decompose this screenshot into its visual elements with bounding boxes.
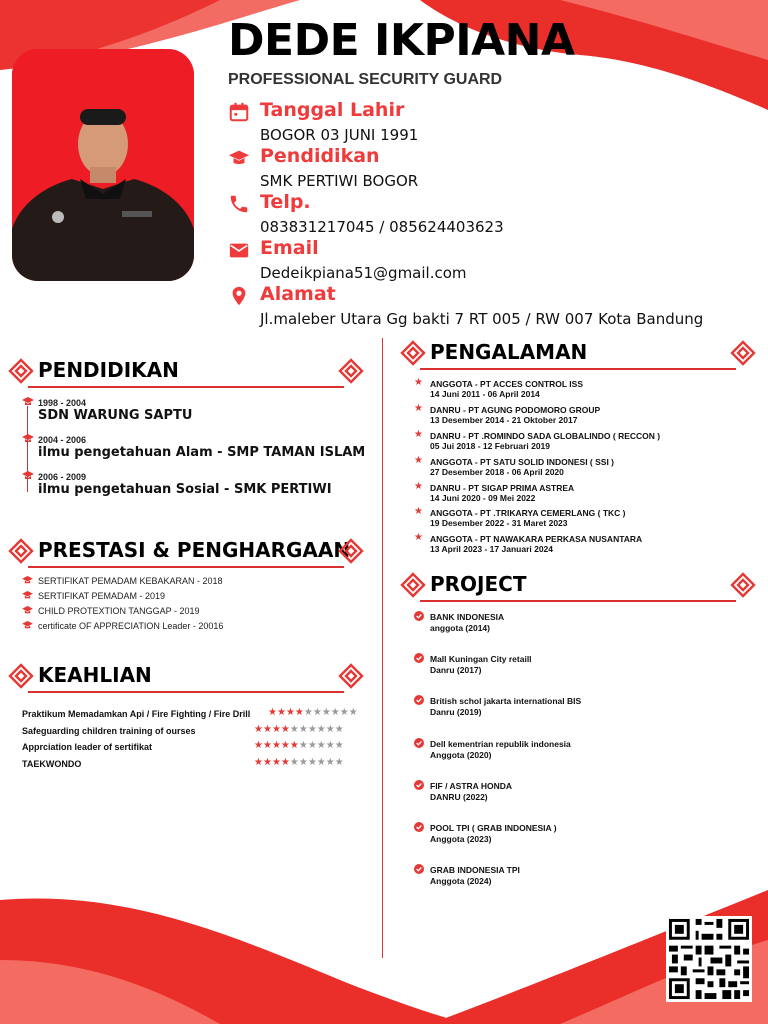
star-filled-icon: ★ [271, 724, 281, 735]
award-text: certificate OF APPRECIATION Leader - 20016 [38, 621, 224, 631]
star-empty-icon: ★ [334, 740, 344, 751]
experience-period: 19 Desember 2022 - 31 Maret 2023 [430, 518, 568, 528]
star-empty-icon: ★ [289, 757, 299, 768]
skill-rating [254, 757, 344, 768]
star-filled-icon: ★ [254, 724, 263, 735]
star-empty-icon: ★ [316, 740, 326, 751]
star-filled-icon: ★ [280, 757, 290, 768]
graduation-cap-icon [228, 147, 250, 169]
experience-role: ANGGOTA - PT ACCES CONTROL ISS [430, 379, 584, 389]
education-years: 1998 - 2004 [38, 398, 87, 408]
skill-rating [268, 707, 358, 718]
section-rule [420, 600, 736, 602]
star-filled-icon: ★ [271, 740, 281, 751]
star-empty-icon: ★ [312, 707, 322, 718]
experience-period: 27 Desember 2018 - 06 April 2020 [430, 467, 564, 477]
star-filled-icon: ★ [254, 757, 263, 768]
star-empty-icon: ★ [325, 740, 335, 751]
section-pendidikan [8, 356, 364, 396]
skill-label: TAEKWONDO [22, 759, 82, 769]
graduation-cap-icon [22, 606, 33, 615]
award-text: SERTIFIKAT PEMADAM - 2019 [38, 591, 166, 601]
check-circle-icon [414, 653, 424, 663]
contact-label: Email [260, 237, 319, 259]
experience-role: ANGGOTA - PT .TRIKARYA CEMERLANG ( TKC ) [430, 508, 626, 518]
column-divider [382, 338, 383, 958]
education-school: SDN WARUNG SAPTU [38, 408, 193, 423]
ornament-icon [338, 538, 364, 564]
star-filled-icon: ★ [289, 740, 299, 751]
qr-code[interactable] [666, 916, 752, 1002]
section-title: PENDIDIKAN [38, 358, 179, 382]
graduation-cap-icon [22, 434, 34, 444]
project-role: Anggota (2024) [430, 876, 492, 886]
star-empty-icon: ★ [289, 724, 299, 735]
project-role: anggota (2014) [430, 623, 490, 633]
star-empty-icon: ★ [334, 757, 344, 768]
section-rule [28, 691, 344, 693]
star-filled-icon: ★ [262, 740, 272, 751]
star-empty-icon: ★ [325, 757, 335, 768]
check-circle-icon [414, 738, 424, 748]
ornament-icon [400, 340, 426, 366]
education-years: 2006 - 2009 [38, 472, 87, 482]
graduation-cap-icon [22, 397, 34, 407]
skill-label: Praktikum Memadamkan Api / Fire Fighting / Fire Drill [22, 709, 251, 719]
check-circle-icon [414, 864, 424, 874]
section-title: KEAHLIAN [38, 663, 152, 687]
section-rule [420, 368, 736, 370]
location-pin-icon [228, 285, 250, 307]
star-filled-icon: ★ [254, 740, 263, 751]
experience-period: 14 Juni 2011 - 06 April 2014 [430, 389, 540, 399]
check-circle-icon [414, 822, 424, 832]
contact-value: Dedeikpiana51@gmail.com [260, 264, 467, 282]
section-keahlian [8, 661, 364, 701]
profile-photo [12, 49, 194, 281]
star-icon: ★ [414, 532, 423, 543]
mail-icon [228, 239, 250, 261]
section-rule [28, 386, 344, 388]
star-empty-icon: ★ [298, 757, 308, 768]
experience-period: 05 Jui 2018 - 12 Februari 2019 [430, 441, 551, 451]
skill-rating [254, 724, 344, 735]
star-icon: ★ [414, 481, 423, 492]
star-filled-icon: ★ [262, 724, 272, 735]
project-name: Dell kementrian republik indonesia [430, 739, 571, 749]
award-text: SERTIFIKAT PEMADAM KEBAKARAN - 2018 [38, 576, 223, 586]
section-project [400, 570, 756, 610]
project-name: Mall Kuningan City retaill [430, 654, 532, 664]
graduation-cap-icon [22, 621, 33, 630]
star-empty-icon: ★ [330, 707, 340, 718]
project-name: FIF / ASTRA HONDA [430, 781, 513, 791]
education-school: ilmu pengetahuan Sosial - SMK PERTIWI [38, 482, 332, 497]
phone-icon [228, 193, 250, 215]
experience-period: 14 Juni 2020 - 09 Mei 2022 [430, 493, 536, 503]
star-empty-icon: ★ [298, 740, 308, 751]
check-circle-icon [414, 695, 424, 705]
star-filled-icon: ★ [280, 740, 290, 751]
project-role: Anggota (2020) [430, 750, 492, 760]
ornament-icon [730, 572, 756, 598]
award-text: CHILD PROTEXTION TANGGAP - 2019 [38, 606, 200, 616]
skill-label: Safeguarding children training of ourses [22, 726, 196, 736]
contact-label: Alamat [260, 283, 336, 305]
ornament-icon [338, 358, 364, 384]
section-pengalaman [400, 338, 756, 378]
star-empty-icon: ★ [307, 757, 317, 768]
star-filled-icon: ★ [280, 724, 290, 735]
project-name: BANK INDONESIA [430, 612, 505, 622]
experience-role: ANGGOTA - PT SATU SOLID INDONESI ( SSI ) [430, 457, 615, 467]
section-title: PRESTASI & PENGHARGAAN [38, 538, 351, 562]
star-icon: ★ [414, 455, 423, 466]
ornament-icon [8, 663, 34, 689]
ornament-icon [400, 572, 426, 598]
project-name: POOL TPI ( GRAB INDONESIA ) [430, 823, 557, 833]
section-title: PENGALAMAN [430, 340, 588, 364]
experience-role: DANRU - PT .ROMINDO SADA GLOBALINDO ( RECCON ) [430, 431, 661, 441]
experience-period: 13 Desember 2014 - 21 Oktober 2017 [430, 415, 578, 425]
education-years: 2004 - 2006 [38, 435, 87, 445]
star-filled-icon: ★ [271, 757, 281, 768]
contact-label: Tanggal Lahir [260, 99, 405, 121]
star-empty-icon: ★ [348, 707, 358, 718]
project-role: DANRU (2022) [430, 792, 488, 802]
contact-value: SMK PERTIWI BOGOR [260, 172, 419, 190]
graduation-cap-icon [22, 576, 33, 585]
star-empty-icon: ★ [298, 724, 308, 735]
star-filled-icon: ★ [262, 757, 272, 768]
experience-role: DANRU - PT SIGAP PRIMA ASTREA [430, 483, 575, 493]
star-empty-icon: ★ [321, 707, 331, 718]
star-filled-icon: ★ [276, 707, 286, 718]
job-title: PROFESSIONAL SECURITY GUARD [228, 71, 503, 88]
star-empty-icon: ★ [339, 707, 349, 718]
section-rule [28, 566, 344, 568]
star-filled-icon: ★ [285, 707, 295, 718]
ornament-icon [730, 340, 756, 366]
project-role: Danru (2017) [430, 665, 482, 675]
calendar-icon [228, 101, 250, 123]
project-name: GRAB INDONESIA TPI [430, 865, 520, 875]
star-filled-icon: ★ [294, 707, 304, 718]
star-icon: ★ [414, 506, 423, 517]
project-role: Danru (2019) [430, 707, 482, 717]
section-title: PROJECT [430, 572, 527, 596]
graduation-cap-icon [22, 591, 33, 600]
star-icon: ★ [414, 403, 423, 414]
star-empty-icon: ★ [307, 724, 317, 735]
contact-value: Jl.maleber Utara Gg bakti 7 RT 005 / RW 007 Kota Bandung [260, 310, 704, 328]
experience-period: 13 April 2023 - 17 Januari 2024 [430, 544, 554, 554]
star-empty-icon: ★ [325, 724, 335, 735]
star-filled-icon: ★ [268, 707, 277, 718]
education-school: ilmu pengetahuan Alam - SMP TAMAN ISLAM [38, 445, 366, 460]
star-icon: ★ [414, 429, 423, 440]
project-role: Anggota (2023) [430, 834, 492, 844]
skill-rating [254, 740, 344, 751]
contact-value: 083831217045 / 085624403623 [260, 218, 504, 236]
person-name: DEDE IKPIANA [228, 15, 575, 66]
contact-label: Telp. [260, 191, 311, 213]
ornament-icon [8, 358, 34, 384]
ornament-icon [338, 663, 364, 689]
experience-role: ANGGOTA - PT NAWAKARA PERKASA NUSANTARA [430, 534, 643, 544]
star-empty-icon: ★ [303, 707, 313, 718]
star-empty-icon: ★ [334, 724, 344, 735]
check-circle-icon [414, 611, 424, 621]
skill-label: Apprciation leader of sertifikat [22, 742, 153, 752]
graduation-cap-icon [22, 471, 34, 481]
contact-value: BOGOR 03 JUNI 1991 [260, 126, 419, 144]
check-circle-icon [414, 780, 424, 790]
section-prestasi [8, 536, 364, 576]
star-empty-icon: ★ [307, 740, 317, 751]
experience-role: DANRU - PT AGUNG PODOMORO GROUP [430, 405, 601, 415]
star-empty-icon: ★ [316, 724, 326, 735]
star-icon: ★ [414, 377, 423, 388]
project-name: British schol jakarta international BIS [430, 696, 582, 706]
star-empty-icon: ★ [316, 757, 326, 768]
contact-label: Pendidikan [260, 145, 380, 167]
ornament-icon [8, 538, 34, 564]
